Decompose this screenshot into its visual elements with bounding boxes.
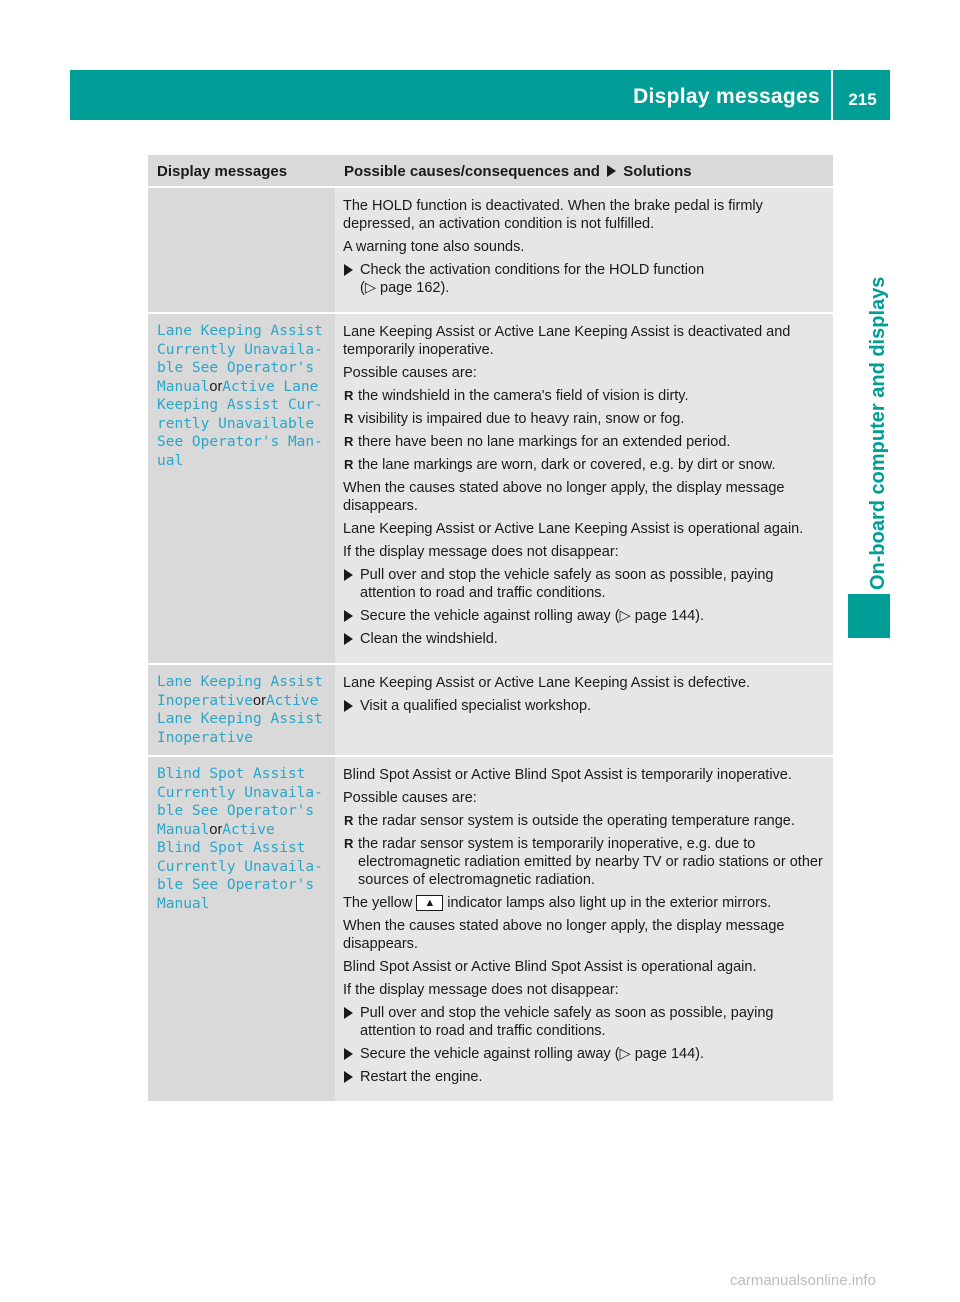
cause-item: R the windshield in the camera's field of vision is dirty. <box>344 388 689 404</box>
solution-cell <box>335 313 833 664</box>
cause-item: R the radar sensor system is temporarily inoperative, e.g. due to electromagnetic radiation emitted by nearby TV or radio stations or other sources of electromagnetic radiation. <box>344 836 823 888</box>
display-message: Lane Keeping Assist Currently Unavaila‐ ble See Operator's ManualorActive Lane Keeping Assist Cur‐ rently Unavailable See Operator's Man‐ ual <box>157 323 323 469</box>
solution-text: Blind Spot Assist or Active Blind Spot Assist is operational again. <box>343 959 757 975</box>
bullet-icon: R <box>344 836 354 851</box>
cause-item: R visibility is impaired due to heavy rain, snow or fog. <box>344 411 685 427</box>
bullet-icon: R <box>344 457 354 472</box>
message-cell <box>148 756 335 1102</box>
solution-step: Secure the vehicle against rolling away (▷ page 144). <box>343 607 827 625</box>
table-row <box>148 664 833 756</box>
solution-text: Possible causes are: <box>343 790 477 806</box>
bullet-icon: R <box>344 813 354 828</box>
chapter-tab-label: On-board computer and displays <box>867 276 889 590</box>
bullet-icon: R <box>344 411 354 426</box>
solution-text: When the causes stated above no longer apply, the display message disappears. <box>343 480 785 514</box>
page-title: Display messages <box>633 85 820 108</box>
blind-spot-warning-icon: ▲ <box>416 895 443 911</box>
solution-cell <box>335 187 833 313</box>
display-message: Lane Keeping Assist InoperativeorActive Lane Keeping Assist Inoperative <box>157 674 323 746</box>
bullet-icon: R <box>344 434 354 449</box>
table-row <box>148 313 833 664</box>
solution-text: A warning tone also sounds. <box>343 239 525 255</box>
column-header-messages: Display messages <box>148 155 335 187</box>
bullet-icon: R <box>344 388 354 403</box>
watermark-text: carmanualsonline.info <box>730 1272 876 1289</box>
cause-item: R the radar sensor system is outside the operating temperature range. <box>344 813 795 829</box>
header-divider <box>831 70 833 120</box>
column-header-solutions <box>335 155 833 187</box>
table-row <box>148 187 833 313</box>
solution-text: When the causes stated above no longer apply, the display message disappears. <box>343 918 785 952</box>
cause-item: R the lane markings are worn, dark or covered, e.g. by dirt or snow. <box>344 457 776 473</box>
solution-text: Possible causes are: <box>343 365 477 381</box>
solution-step: Clean the windshield. <box>343 630 827 648</box>
page-reference[interactable]: (▷ page 162). <box>360 280 450 296</box>
solution-step: Restart the engine. <box>343 1068 827 1086</box>
solution-cell <box>335 756 833 1102</box>
display-messages-table <box>148 155 833 1103</box>
column-header-prefix: Possible causes/consequences and <box>344 162 600 180</box>
solution-step: Visit a qualified specialist workshop. <box>343 697 827 715</box>
solution-step: Secure the vehicle against rolling away (▷ page 144). <box>343 1045 827 1063</box>
page-number: 215 <box>848 90 877 109</box>
solution-step: Pull over and stop the vehicle safely as soon as possible, paying attention to road and traffic conditions. <box>343 566 827 602</box>
solution-text: Blind Spot Assist or Active Blind Spot Assist is temporarily inoperative. <box>343 767 792 783</box>
solution-text: Lane Keeping Assist or Active Lane Keeping Assist is deactivated and temporarily inoperative. <box>343 324 791 358</box>
cause-item: R there have been no lane markings for an extended period. <box>344 434 731 450</box>
solution-text: The HOLD function is deactivated. When the brake pedal is firmly depressed, an activation condition is not fulfilled. <box>343 198 763 232</box>
message-cell <box>148 313 335 664</box>
solution-step: Check the activation conditions for the HOLD function (▷ page 162). <box>343 261 827 297</box>
table-header-row <box>148 155 833 187</box>
chapter-tab-marker <box>848 594 890 638</box>
arrow-right-icon <box>607 165 616 177</box>
message-cell <box>148 664 335 756</box>
solution-text: Lane Keeping Assist or Active Lane Keeping Assist is defective. <box>343 675 751 691</box>
column-header-suffix: Solutions <box>623 162 692 180</box>
solution-step: Pull over and stop the vehicle safely as soon as possible, paying attention to road and traffic conditions. <box>343 1004 827 1040</box>
solution-text: If the display message does not disappear: <box>343 544 619 560</box>
message-cell <box>148 187 335 313</box>
solution-text: If the display message does not disappear: <box>343 982 619 998</box>
table-row <box>148 756 833 1102</box>
solution-text: Lane Keeping Assist or Active Lane Keeping Assist is operational again. <box>343 521 804 537</box>
display-message: Blind Spot Assist Currently Unavaila‐ ble See Operator's ManualorActive Blind Spot Assist Currently Unavaila‐ ble See Operator's Manual <box>157 766 323 912</box>
solution-text: The yellow ▲ indicator lamps also light up in the exterior mirrors. <box>343 895 772 911</box>
solution-cell <box>335 664 833 756</box>
